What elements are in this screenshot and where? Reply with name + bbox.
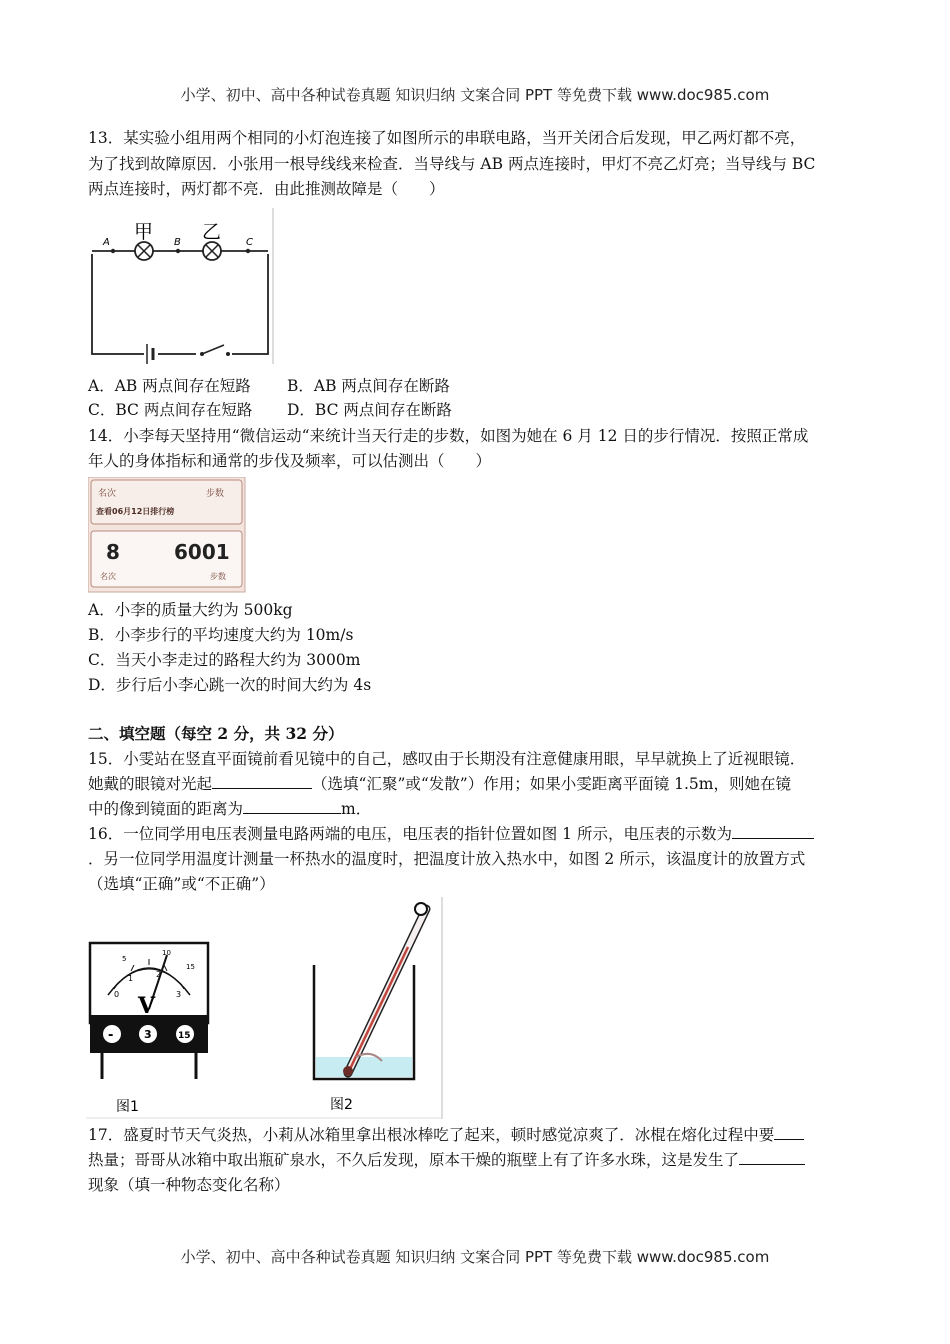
- q15-text-a: 她戴的眼镜对光起: [88, 775, 213, 793]
- q13-options-row2: [88, 398, 452, 422]
- rank-value: 8: [106, 540, 120, 564]
- ranking-link: 查看06月12日排行榜: [96, 507, 175, 516]
- q16-line3: （选填“正确”或“不正确”）: [88, 875, 275, 893]
- terminal-3: 3: [144, 1028, 152, 1041]
- scale-2: 2: [156, 970, 162, 979]
- q13-line1: 13．某实验小组用两个相同的小灯泡连接了如图所示的串联电路，当开关闭合后发现，甲乙两灯都不亮，: [88, 129, 806, 147]
- wechat-steps-image: [88, 477, 246, 593]
- q16-blank-1[interactable]: [732, 822, 814, 839]
- q16-line2: ．另一位同学用温度计测量一杯热水的温度时，把温度计放入热水中，如图 2 所示，该温度计的放置方式: [88, 850, 806, 868]
- q17-line2: [88, 1148, 805, 1172]
- scale-5: 5: [122, 955, 127, 963]
- q17-blank-1[interactable]: [774, 1123, 804, 1140]
- q13-option-d[interactable]: D．BC 两点间存在断路: [287, 401, 452, 419]
- q15-text-c: 中的像到镜面的距离为: [88, 800, 244, 818]
- q15-line1: 15．小雯站在竖直平面镜前看见镜中的自己，感叹由于长期没有注意健康用眼，早早就换上了近视眼镜．: [88, 750, 806, 768]
- rank-caption: 名次: [100, 572, 116, 581]
- switch-icon: [196, 345, 232, 360]
- q15-text-d: m．: [341, 800, 372, 818]
- lamp-yi-icon: [203, 242, 221, 260]
- figure-1-caption: 图1: [116, 1099, 139, 1115]
- section-title-fill-blank: 二、填空题（每空 2 分，共 32 分）: [88, 724, 344, 743]
- q15-line2: [88, 772, 791, 796]
- q14-option-b[interactable]: B．小李步行的平均速度大约为 10m/s: [88, 626, 354, 644]
- q14-line1: 14．小李每天坚持用“微信运动“来统计当天行走的步数，如图为她在 6 月 12 日的步行情况．按照正常成: [88, 427, 809, 445]
- q15-text-b: （选填“汇聚”或“发散”）作用；如果小雯距离平面镜 1.5m，则她在镜: [312, 775, 791, 793]
- q14-line2: 年人的身体指标和通常的步伐及频率，可以估测出（ ）: [88, 452, 492, 470]
- battery-icon: [144, 344, 158, 364]
- terminal-15: 15: [178, 1031, 191, 1041]
- scale-10: 10: [162, 949, 171, 957]
- voltmeter-thermometer-figure: [86, 897, 444, 1119]
- point-a-label: A: [103, 237, 110, 248]
- figure-2-caption: 图2: [330, 1097, 353, 1113]
- voltmeter-icon: [90, 943, 208, 1079]
- q13-option-c[interactable]: C．BC 两点间存在短路: [88, 401, 253, 419]
- q13-option-a[interactable]: A．AB 两点间存在短路: [88, 377, 251, 395]
- scale-3: 3: [176, 990, 182, 999]
- point-c-label: C: [246, 237, 253, 248]
- q16-text-a: 16．一位同学用电压表测量电路两端的电压，电压表的指针位置如图 1 所示，电压表的示数为: [88, 825, 732, 843]
- q16-line1: [88, 822, 814, 846]
- q17-line1: [88, 1123, 804, 1147]
- q17-text-a: 17．盛夏时节天气炎热，小莉从冰箱里拿出根冰棒吃了起来，顿时感觉凉爽了．冰棍在熔化过程中要: [88, 1126, 775, 1144]
- q17-blank-2[interactable]: [739, 1148, 805, 1165]
- scale-0: 0: [114, 990, 120, 999]
- q14-option-a[interactable]: A．小李的质量大约为 500kg: [88, 601, 293, 619]
- steps-header: 步数: [206, 489, 225, 499]
- q15-blank-2[interactable]: [243, 797, 341, 814]
- q13-line3: 两点连接时，两灯都不亮．由此推测故障是（ ）: [88, 180, 445, 198]
- beaker-thermometer-icon: [314, 903, 427, 1079]
- scale-15: 15: [186, 963, 195, 971]
- steps-value: 6001: [174, 540, 230, 564]
- lamp-jia-label: 甲: [134, 221, 154, 243]
- scale-1: 1: [128, 974, 134, 983]
- q13-line2: 为了找到故障原因．小张用一根导线线来检查．当导线与 AB 两点连接时，甲灯不亮乙灯亮；当导线与 BC: [88, 155, 816, 173]
- series-circuit-diagram: [86, 208, 276, 364]
- q13-options-row1: [88, 374, 450, 398]
- lamp-yi-label: 乙: [202, 221, 222, 243]
- point-b-label: B: [174, 237, 181, 248]
- lamp-jia-icon: [135, 242, 153, 260]
- steps-caption: 步数: [210, 572, 226, 581]
- q14-option-d[interactable]: D．步行后小李心跳一次的时间大约为 4s: [88, 676, 372, 694]
- rank-header: 名次: [98, 489, 117, 499]
- q17-text-b: 热量；哥哥从冰箱中取出瓶矿泉水，不久后发现，原本干燥的瓶壁上有了许多水珠，这是发生了: [88, 1151, 740, 1169]
- q15-line3: [88, 797, 371, 821]
- q13-option-b[interactable]: B．AB 两点间存在断路: [287, 377, 450, 395]
- q15-blank-1[interactable]: [212, 772, 312, 789]
- terminal-negative: -: [108, 1028, 114, 1043]
- page-footer: 小学、初中、高中各种试卷真题 知识归纳 文案合同 PPT 等免费下载 www.doc985.com: [180, 1248, 770, 1266]
- q14-option-c[interactable]: C．当天小李走过的路程大约为 3000m: [88, 651, 361, 669]
- voltmeter-symbol: V: [138, 993, 156, 1019]
- q17-line3: 现象（填一种物态变化名称）: [88, 1176, 290, 1194]
- page-header: 小学、初中、高中各种试卷真题 知识归纳 文案合同 PPT 等免费下载 www.doc985.com: [180, 86, 770, 104]
